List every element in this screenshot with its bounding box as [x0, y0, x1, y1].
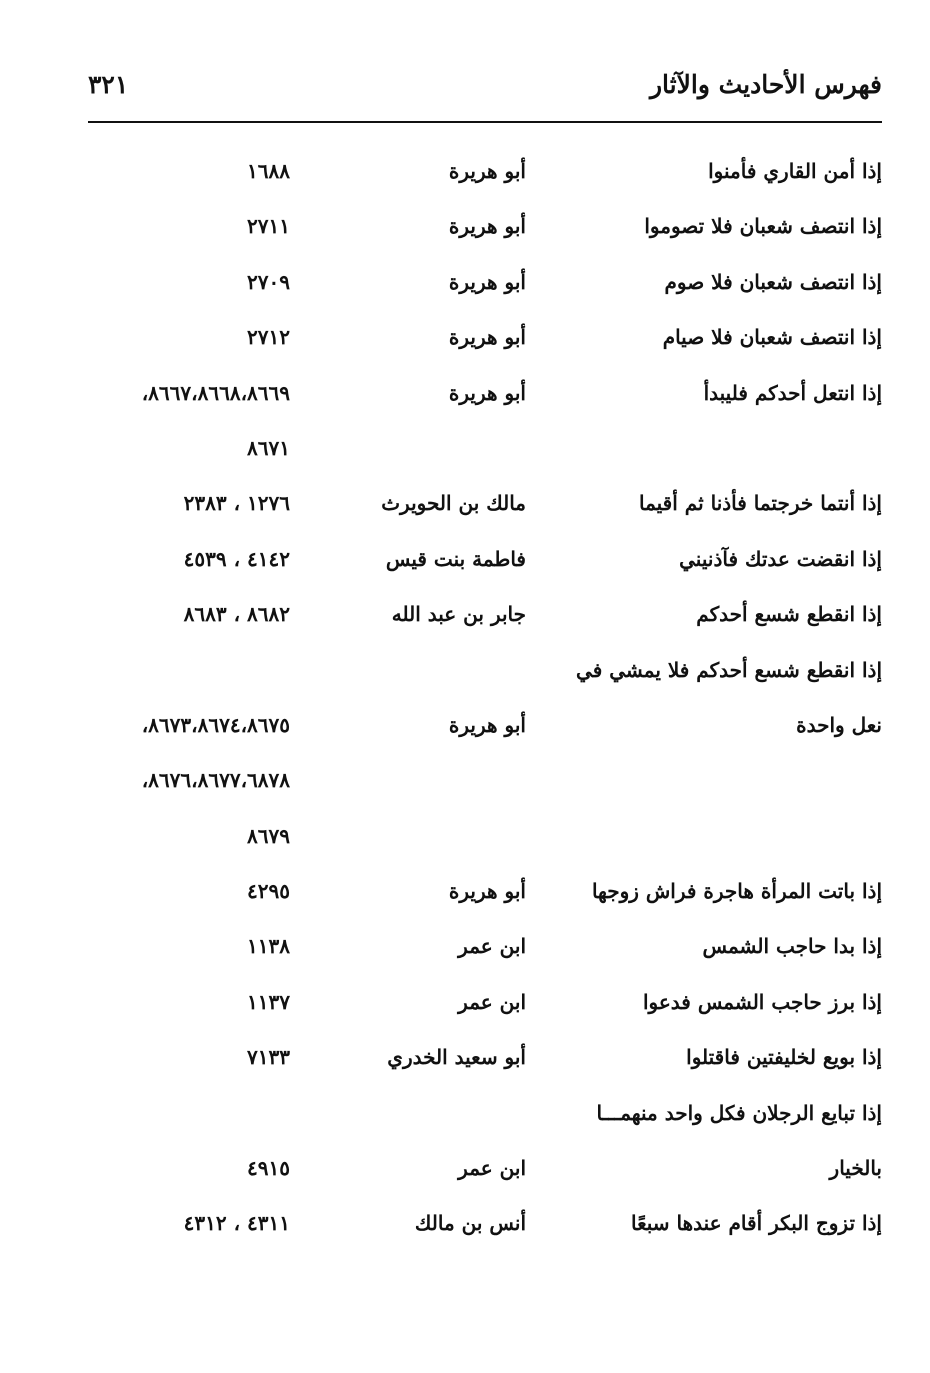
- index-row: [88, 1200, 882, 1255]
- index-row: [88, 203, 882, 258]
- narrator: فاطمة بنت قيس: [385, 546, 526, 571]
- index-row: [88, 979, 882, 1034]
- index-row: [88, 1034, 882, 1089]
- hadith-text: إذا تزوج البكر أقام عندها سبعًا: [630, 1211, 882, 1236]
- hadith-text: إذا انتصف شعبان فلا صيام: [662, 325, 882, 350]
- hadith-text: إذا باتت المرأة هاجرة فراش زوجها: [591, 879, 882, 904]
- index-row: [88, 370, 882, 425]
- index-row: [88, 757, 882, 812]
- page-header: [88, 70, 882, 110]
- hadith-numbers: ٨٦٧٩: [247, 823, 290, 848]
- narrator: أنس بن مالك: [414, 1211, 526, 1236]
- hadith-text: إذا انتصف شعبان فلا تصوموا: [644, 214, 882, 239]
- hadith-numbers: ٨٦٦٧،٨٦٦٨،٨٦٦٩،: [141, 380, 290, 405]
- header-divider: [88, 121, 882, 123]
- narrator: جابر بن عبد الله: [391, 602, 526, 627]
- hadith-text: إذا انقضت عدتك فآذنيني: [679, 546, 882, 571]
- hadith-text: إذا برز حاجب الشمس فدعوا: [642, 989, 882, 1014]
- hadith-numbers: ٤١٤٢ ، ٤٥٣٩: [183, 546, 290, 571]
- hadith-numbers: ١١٣٨: [247, 934, 290, 959]
- hadith-text: إذا انتصف شعبان فلا صوم: [664, 269, 882, 294]
- hadith-numbers: ٤٣١١ ، ٤٣١٢: [183, 1211, 290, 1236]
- hadith-numbers: ٤٩١٥: [247, 1156, 290, 1181]
- index-row: [88, 1145, 882, 1200]
- hadith-numbers: ٨٦٧٦،٨٦٧٧،٦٨٧٨،: [141, 768, 290, 793]
- hadith-numbers: ٢٧١١: [247, 214, 290, 239]
- index-row: [88, 536, 882, 591]
- hadith-text: إذا بويع لخليفتين فاقتلوا: [686, 1045, 882, 1070]
- hadith-numbers: ٢٧١٢: [247, 325, 290, 350]
- hadith-numbers: ٧١٣٣: [247, 1045, 290, 1070]
- hadith-numbers: ١٦٨٨: [247, 159, 290, 183]
- narrator: مالك بن الحويرث: [381, 491, 526, 516]
- hadith-text: إذا أمن القاري فأمنوا: [708, 159, 882, 183]
- hadith-numbers: ٤٢٩٥: [247, 879, 290, 904]
- narrator: أبو هريرة: [448, 214, 526, 239]
- index-row: [88, 647, 882, 702]
- index-row: [88, 425, 882, 480]
- index-row: [88, 1090, 882, 1145]
- hadith-text: إذا تبايع الرجلان فكل واحد منهمـــا: [596, 1100, 882, 1125]
- index-row: [88, 702, 882, 757]
- hadith-text: إذا انتعل أحدكم فليبدأ: [703, 380, 882, 405]
- hadith-numbers: ٢٧٠٩: [247, 269, 290, 294]
- narrator: أبو هريرة: [448, 380, 526, 405]
- narrator: ابن عمر: [458, 1156, 526, 1181]
- hadith-numbers: ٨٦٧١: [247, 435, 290, 460]
- narrator: أبو هريرة: [448, 879, 526, 904]
- index-row: [88, 148, 882, 203]
- narrator: ابن عمر: [458, 989, 526, 1014]
- hadith-numbers: ٨٦٧٣،٨٦٧٤،٨٦٧٥،: [141, 712, 290, 737]
- narrator: أبو هريرة: [448, 325, 526, 350]
- narrator: أبو هريرة: [448, 269, 526, 294]
- hadith-numbers: ١٢٧٦ ، ٢٣٨٣: [183, 491, 290, 516]
- index-row: [88, 591, 882, 646]
- hadith-text: بالخيار: [829, 1156, 882, 1181]
- index-row: [88, 813, 882, 868]
- hadith-text: إذا انقطع شسع أحدكم فلا يمشي في: [576, 657, 882, 682]
- page-title: فهرس الأحاديث والآثار: [649, 70, 882, 99]
- index-row: [88, 314, 882, 369]
- hadith-text: إذا انقطع شسع أحدكم: [696, 602, 882, 627]
- index-row: [88, 923, 882, 978]
- narrator: أبو هريرة: [448, 159, 526, 183]
- index-row: [88, 868, 882, 923]
- index-row: [88, 259, 882, 314]
- index-row: [88, 480, 882, 535]
- hadith-numbers: ١١٣٧: [247, 989, 290, 1014]
- hadith-text: إذا بدا حاجب الشمس: [702, 934, 882, 959]
- page-number: ٣٢١: [88, 70, 129, 99]
- hadith-numbers: ٨٦٨٢ ، ٨٦٨٣: [183, 602, 290, 627]
- narrator: أبو هريرة: [448, 712, 526, 737]
- index-list: [88, 148, 882, 1256]
- narrator: أبو سعيد الخدري: [387, 1045, 526, 1070]
- hadith-text: نعل واحدة: [796, 712, 882, 737]
- hadith-text: إذا أنتما خرجتما فأذنا ثم أقيما: [638, 491, 882, 516]
- narrator: ابن عمر: [458, 934, 526, 959]
